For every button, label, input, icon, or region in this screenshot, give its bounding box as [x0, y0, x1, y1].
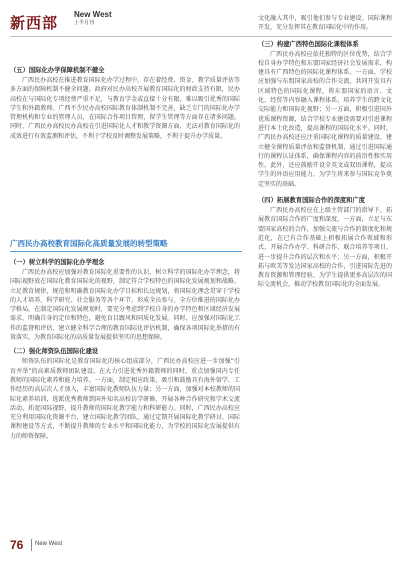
subheading-2: （二）强化师资队伍国际化建设 — [10, 348, 99, 356]
subheading-1: （一）树立科学的国际化办学理念 — [10, 259, 105, 266]
left-column-top — [10, 66, 240, 141]
subheading-3: （三）构建广西特色国际化课程体系 — [258, 40, 359, 48]
footer-magazine-name: New West — [35, 541, 63, 547]
paragraph-3: 广西民办高校应依托独特的区位优势，结合学校自身办学特色和东盟国家经济社会发展需求，构建具有广西特色的国际化课程体系。一方面，学校应加强与东盟国家高校的合作交流，共同开发具有区域特色的国际化课程，将东盟国家的语言、文化、经贸等内容融入课程体系，培养学生的跨文化交际能力和国际化视野；另一方面，积极引进国外优质课程资源，结合学校专业建设需要对引进课程进行本土化改造，提高课程的国际化水平。同时，广西民办高校还应注重国际化课程的质量建设，建立健全课程质量评估和监督机制，通过引进国际通行的课程认证体系，确保课程内容的前沿性和实用性。此外，还应鼓励开设全英文或双语课程，提高学生的外语应用能力，为学生将来参与国际竞争奠定坚实的基础。 — [258, 50, 392, 188]
paragraph-5: 广西民办高校在推进教育国际化办学过程中，存在着经费、资金、教学质量评估等多方面的保障机制不健全问题。政府对民办高校开展教育国际化的财政支持有限，民办高校在与国际化专项经费严重不足，与教育学金或直接十分有限，难以吸引优秀的国际学生和外籍教师。广西不少民办高校国际教育体制机制不完善，缺乏专门的国际化办学管理机构和专业的管理人员，在国际合作项目管理、留学生管理等方面存在诸多问题。同时，广西民办高校民办高校在引进国际化人才和教学资源方面，无法对教育国际化的成效进行有效监测和评估，不利于学校及时调整发展策略，不利于提升办学质量。 — [10, 77, 240, 140]
paragraph-4: 广西民办高校应在上级主管部门的指导下，拓展教育国际合作的广度和深度。一方面，立足与东盟国家高校的合作，加强交流与合作的制度化和规范化，在已有合作基础上积极拓展合作领域和形式，开展合作办学、科研合作、联合培养等项目，进一步提升合作的层次和水平；另一方面，积极开拓与欧美等发达国家高校的合作，引进国际先进的教育资源和管理经验，为学生提供更多高层次的国际交流机会，推动学校教育国际化的全面发展。 — [258, 207, 392, 289]
subheading-4: （四）拓展教育国际合作的深度和广度 — [258, 197, 366, 205]
magazine-issue-cn: 上半月刊 — [74, 20, 95, 26]
section-divider — [10, 251, 242, 252]
magazine-logo: 新西部 — [10, 14, 59, 32]
page-number: 76 — [10, 538, 24, 552]
paragraph-1: 广西民办高校应加强对教育国际化重要性的认识，树立科学的国际化办学理念，将国际视野放在国际化教育国际化的视野，制定符合学校特色的国际化发展规划和战略，立足教育规律，规范和明确教育国际化办学目标和长远规划，将国际化理念贯穿于学校的人才培养、科学研究、社会服务等各个环节，形成全员参与、全方位推进的国际化办学格局。在制定国际化发展规划时，要充分考虑到学校自身的办学特色和区域经济发展需求，明确自身的定位和特色，避免盲目跟风和同质化发展。同时，应加强对国际化工作的监督和评估，建立健全科学合理的教育国际化评估机制，确保各项国际化举措的有效落实，为教育国际化的高质量发展提供坚实的思想保障。 — [10, 269, 240, 342]
magazine-name-en: New West — [74, 10, 112, 19]
paragraph-top-continued: 文化融入其中，吸引他们参与专业建设、国际课程开发，充分发挥其在教育国际化中的作用。 — [258, 15, 392, 32]
left-column-bottom — [10, 258, 240, 441]
section-heading: 广西民办高校教育国际化高质量发展的转型策略 — [10, 239, 168, 248]
right-column — [258, 14, 392, 290]
paragraph-2: 师资队伍的国际化是教育国际化的核心组成部分，广西民办高校应进一步加强“引育并举”的高素质教师团队建设。在大力引进优秀外籍教师的同时，重点加强国内专任教师的国际化素养和能力培养。一方面，制定相应政策，吸引和鼓励具有海外留学、工作经历的高层次人才加入，丰富国际化教师队伍力量；另一方面，加强对本校教师的国际化素养培训，选派优秀教师到国外知名高校访学研修，开展各种合作研究和学术交流活动，拓宽国际视野，提升教师的国际化教学能力和科研能力。同时，广西民办高校应充分利用国际化资源平台，建立国际化教学团队，通过定期开展国际化教学研讨、国际课程建设等方式，不断提升教师的专业水平和国际化能力，为学校的国际化发展提供有力的师资保障。 — [10, 358, 240, 440]
footer-divider — [31, 539, 32, 551]
magazine-subtitle — [74, 11, 112, 27]
subheading-5: （五）国际化办学保障机制不健全 — [10, 67, 105, 74]
